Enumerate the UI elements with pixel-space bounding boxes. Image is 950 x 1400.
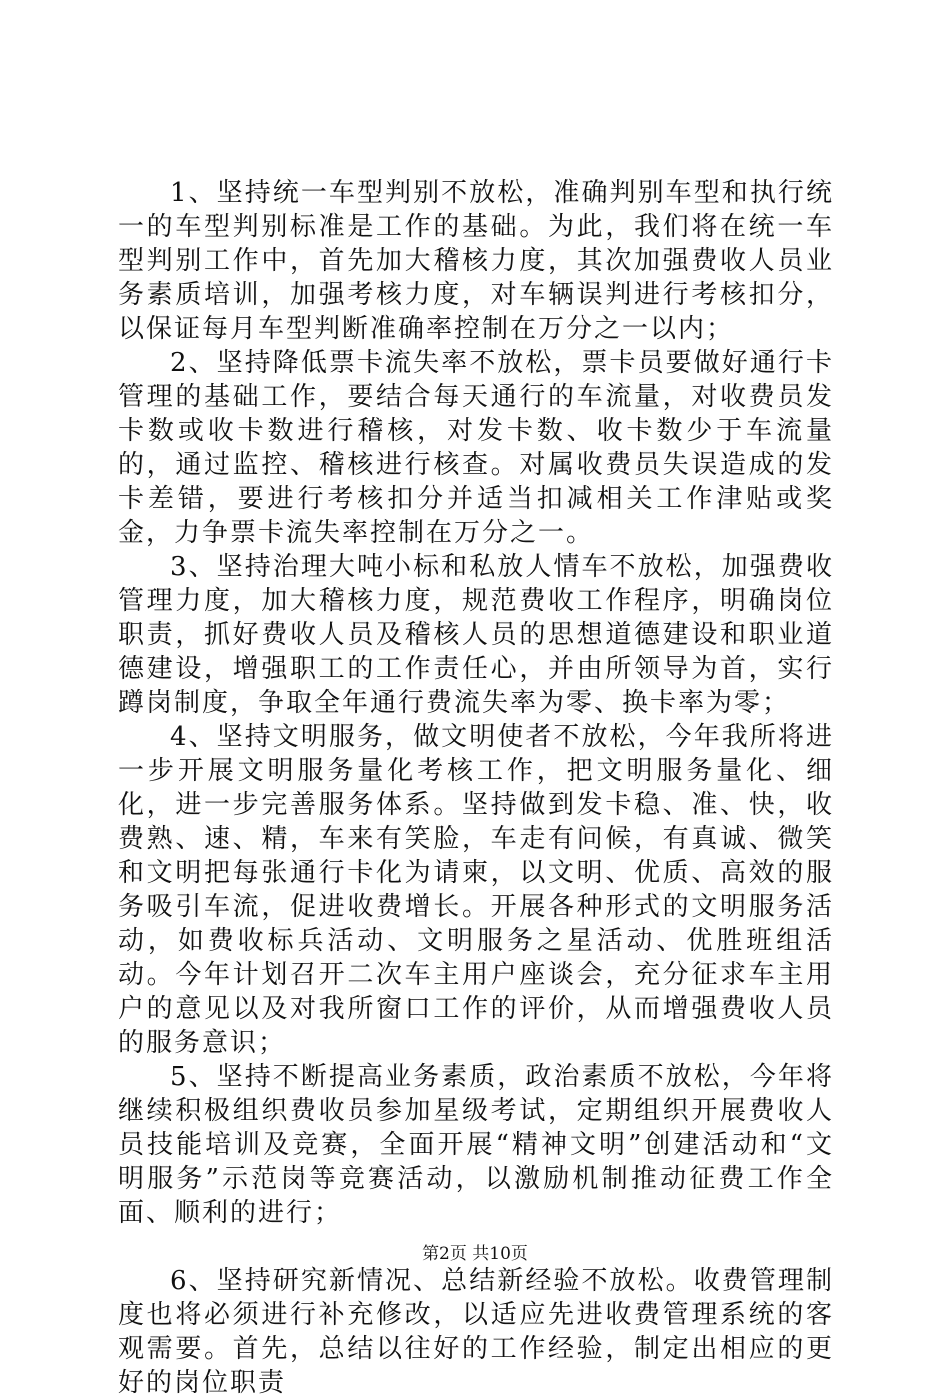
paragraph-5: 5、坚持不断提高业务素质，政治素质不放松，今年将继续积极组织费收员参加星级考试，定期组织开展费收人员技能培训及竞赛，全面开展“精神文明”创建活动和“文明服务”示范岗等竞赛活动，以激励机制推动征费工作全面、顺利的进行； [118, 1062, 834, 1228]
paragraph-4: 4、坚持文明服务，做文明使者不放松，今年我所将进一步开展文明服务量化考核工作，把文明服务量化、细化，进一步完善服务体系。坚持做到发卡稳、准、快，收费熟、速、精，车来有笑脸，车走有问候，有真诚、微笑和文明把每张通行卡化为请柬，以文明、优质、高效的服务吸引车流，促进收费增长。开展各种形式的文明服务活动，如费收标兵活动、文明服务之星活动、优胜班组活动。今年计划召开二次车主用户座谈会，充分征求车主用户的意见以及对我所窗口工作的评价，从而增强费收人员的服务意识； [118, 722, 834, 1058]
document-body [118, 176, 834, 1400]
paragraph-1: 1、坚持统一车型判别不放松，准确判别车型和执行统一的车型判别标准是工作的基础。为此，我们将在统一车型判别工作中，首先加大稽核力度，其次加强费收人员业务素质培训，加强考核力度，对车辆误判进行考核扣分，以保证每月车型判断准确率控制在万分之一以内； [118, 178, 834, 344]
page-number-footer: 第2页 共10页 [422, 1244, 528, 1264]
paragraph-2: 2、坚持降低票卡流失率不放松，票卡员要做好通行卡管理的基础工作，要结合每天通行的车流量，对收费员发卡数或收卡数进行稽核，对发卡数、收卡数少于车流量的，通过监控、稽核进行核查。对属收费员失误造成的发卡差错，要进行考核扣分并适当扣减相关工作津贴或奖金，力争票卡流失率控制在万分之一。 [118, 348, 834, 548]
paragraph-3: 3、坚持治理大吨小标和私放人情车不放松，加强费收管理力度，加大稽核力度，规范费收工作程序，明确岗位职责，抓好费收人员及稽核人员的思想道德建设和职业道德建设，增强职工的工作责任心，并由所领导为首，实行蹲岗制度，争取全年通行费流失率为零、换卡率为零； [118, 552, 834, 718]
paragraph-6: 6、坚持研究新情况、总结新经验不放松。收费管理制度也将必须进行补充修改，以适应先进收费管理系统的客观需要。首先，总结以往好的工作经验，制定出相应的更好的岗位职责 [118, 1266, 834, 1398]
